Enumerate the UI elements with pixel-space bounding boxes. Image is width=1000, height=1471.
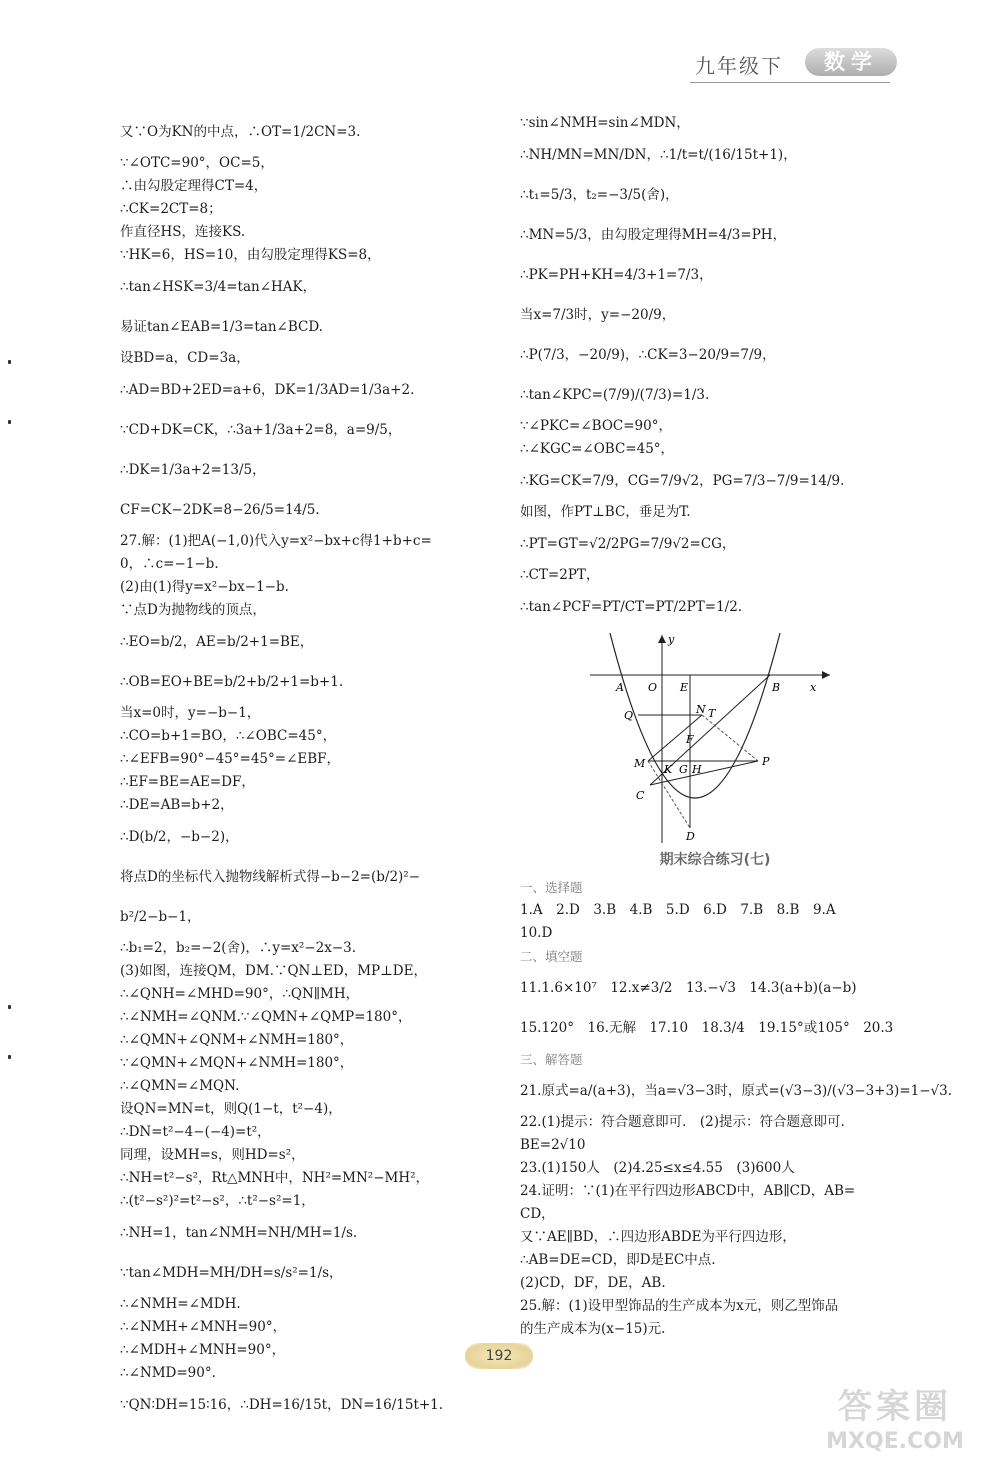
- text-line: b²/2−b−1，: [120, 909, 201, 925]
- solve-heading: 三、解答题: [520, 1052, 583, 1067]
- margin-mark: [8, 420, 11, 424]
- solution-line: 25.解：(1)设甲型饰品的生产成本为x元，则乙型饰品: [520, 1298, 839, 1314]
- text-line: ∴∠NMH=∠QNM.∵∠QMN+∠QMP=180°，: [120, 1009, 412, 1025]
- text-line: ∵∠PKC=∠BOC=90°，: [520, 418, 672, 434]
- text-line: ∴∠NMH=∠MDH.: [120, 1296, 241, 1312]
- text-line: ∴PT=GT=√2/2PG=7/9√2=CG，: [520, 536, 736, 552]
- choice-heading: 一、选择题: [520, 880, 583, 895]
- point-label-q: Q: [624, 709, 634, 722]
- text-line: 同理，设MH=s，则HD=s²，: [120, 1147, 305, 1163]
- text-line: ∴DK=1/3a+2=13/5，: [120, 462, 266, 478]
- text-line: ∴D(b/2，−b−2)，: [120, 829, 239, 845]
- solution-line: 的生产成本为(x−15)元.: [520, 1321, 666, 1337]
- text-line: ∴由勾股定理得CT=4，: [120, 178, 268, 194]
- text-line: CF=CK−2DK=8−26/5=14/5.: [120, 502, 320, 518]
- text-line: ∵sin∠NMH=sin∠MDN，: [520, 115, 690, 131]
- text-line: (3)如图，连接QM，DM.∵QN⊥ED，MP⊥DE，: [120, 963, 427, 979]
- point-label-t: T: [708, 707, 716, 720]
- text-line: 当x=7/3时，y=−20/9，: [520, 307, 676, 323]
- line-mn: [648, 715, 702, 761]
- solution-line: 21.原式=a/(a+3)，当a=√3−3时，原式=(√3−3)/(√3−3+3)=1−√3.: [520, 1083, 953, 1099]
- text-line: ∴b₁=2，b₂=−2(舍)，∴y=x²−2x−3.: [120, 940, 357, 956]
- text-line: 设QN=MN=t，则Q(1−t，t²−4)，: [120, 1101, 342, 1117]
- text-line: ∴∠KGC=∠OBC=45°，: [520, 441, 675, 457]
- watermark-logo: 答案圈: [838, 1387, 952, 1427]
- text-line: ∴OB=EO+BE=b/2+b/2+1=b+1.: [120, 674, 344, 690]
- text-line: 将点D的坐标代入抛物线解析式得−b−2=(b/2)²−: [120, 869, 421, 885]
- text-line: ∴PK=PH+KH=4/3+1=7/3，: [520, 267, 713, 283]
- text-line: ∴∠QNH=∠MHD=90°，∴QN∥MH，: [120, 986, 360, 1002]
- page-header: [650, 40, 910, 90]
- text-line: 如图，作PT⊥BC，垂足为T.: [520, 504, 691, 520]
- text-line: ∴∠EFB=90°−45°=45°=∠EBF，: [120, 751, 341, 767]
- text-line: 作直径HS，连接KS.: [120, 224, 246, 240]
- text-line: ∴tan∠HSK=3/4=tan∠HAK，: [120, 279, 317, 295]
- point-label-h: H: [692, 763, 702, 776]
- fill-answers: 15.120° 16.无解 17.10 18.3/4 19.15°或105° 20.3: [520, 1020, 894, 1036]
- text-line: ∴∠NMH+∠MNH=90°，: [120, 1319, 287, 1335]
- text-line: 当x=0时，y=−b−1，: [120, 705, 261, 721]
- fill-answers: 11.1.6×10⁷ 12.x≠3/2 13.−√3 14.3(a+b)(a−b): [520, 980, 857, 996]
- text-line: ∵HK=6，HS=10，由勾股定理得KS=8，: [120, 247, 381, 263]
- text-line: ∴NH/MN=MN/DN，∴1/t=t/(16/15t+1)，: [520, 147, 797, 163]
- x-axis-label: x: [810, 681, 817, 694]
- text-line: ∴NH=1，tan∠NMH=NH/MH=1/s.: [120, 1225, 358, 1241]
- text-line: (2)由(1)得y=x²−bx−1−b.: [120, 579, 289, 595]
- text-line: 又∵O为KN的中点，∴OT=1/2CN=3.: [120, 124, 361, 140]
- text-line: ∴DE=AB=b+2，: [120, 797, 234, 813]
- point-label-o: O: [648, 681, 658, 694]
- watermark-url: MXQE.COM: [826, 1429, 964, 1454]
- text-line: ∴MN=5/3，由勾股定理得MH=4/3=PH，: [520, 227, 787, 243]
- text-line: ∵∠QMN+∠MQN+∠NMH=180°，: [120, 1055, 354, 1071]
- margin-mark: [8, 1005, 11, 1009]
- text-line: ∴EO=b/2，AE=b/2+1=BE，: [120, 634, 314, 650]
- text-line: ∴CT=2PT，: [520, 567, 600, 583]
- text-line: 27.解：(1)把A(−1,0)代入y=x²−bx+c得1+b+c=: [120, 533, 432, 549]
- y-axis-label: y: [668, 633, 675, 646]
- point-label-k: K: [664, 763, 673, 776]
- solution-line: 23.(1)150人 (2)4.25≤x≤4.55 (3)600人: [520, 1160, 795, 1176]
- point-label-n: N: [696, 703, 706, 716]
- right-column: [520, 112, 953, 1341]
- line-np: [702, 715, 758, 761]
- point-label-b: B: [772, 681, 781, 694]
- text-line: ∴∠NMD=90°.: [120, 1365, 216, 1381]
- header-rule: [690, 82, 890, 83]
- x-axis-arrow-icon: [822, 671, 830, 679]
- point-label-m: M: [634, 757, 646, 770]
- solution-line: 24.证明：∵(1)在平行四边形ABCD中，AB∥CD，AB=: [520, 1183, 856, 1199]
- text-line: 设BD=a，CD=3a，: [120, 350, 250, 366]
- text-line: ∴KG=CK=7/9，CG=7/9√2，PG=7/3−7/9=14/9.: [520, 473, 845, 489]
- text-line: ∴DN=t²−4−(−4)=t²，: [120, 1124, 271, 1140]
- text-line: ∴CK=2CT=8；: [120, 201, 222, 217]
- text-line: ∴AD=BD+2ED=a+6，DK=1/3AD=1/3a+2.: [120, 382, 415, 398]
- subject-badge: 数学: [805, 48, 897, 76]
- text-line: ∴∠QMN=∠MQN.: [120, 1078, 240, 1094]
- solution-line: BE=2√10: [520, 1137, 586, 1153]
- page-number: 192: [465, 1343, 533, 1369]
- text-line: ∴tan∠PCF=PT/CT=PT/2PT=1/2.: [520, 599, 743, 615]
- point-label-a: A: [616, 681, 624, 694]
- point-label-d: D: [686, 830, 695, 843]
- text-line: ∴(t²−s²)²=t²−s²，∴t²−s²=1，: [120, 1193, 315, 1209]
- solution-line: 22.(1)提示：符合题意即可. (2)提示：符合题意即可.: [520, 1114, 845, 1130]
- text-line: ∴tan∠KPC=(7/9)/(7/3)=1/3.: [520, 387, 710, 403]
- text-line: ∴CO=b+1=BO，∴∠OBC=45°，: [120, 728, 337, 744]
- solution-line: 又∵AE∥BD，∴四边形ABDE为平行四边形，: [520, 1229, 796, 1245]
- point-label-p: P: [762, 755, 770, 768]
- point-label-g: G: [679, 763, 688, 776]
- text-line: ∴NH=t²−s²，Rt△MNH中，NH²=MN²−MH²，: [120, 1170, 430, 1186]
- text-line: ∴∠MDH+∠MNH=90°，: [120, 1342, 286, 1358]
- choice-answers: 10.D: [520, 925, 553, 941]
- solution-line: (2)CD，DF，DE，AB.: [520, 1275, 666, 1291]
- text-line: ∵∠OTC=90°，OC=5，: [120, 155, 274, 171]
- point-label-c: C: [636, 789, 645, 802]
- point-label-e: E: [680, 681, 689, 694]
- grade-label: 九年级下: [695, 54, 783, 78]
- text-line: 易证tan∠EAB=1/3=tan∠BCD.: [120, 319, 323, 335]
- solution-line: ∴AB=DE=CD，即D是EC中点.: [520, 1252, 716, 1268]
- watermark: [800, 1385, 990, 1465]
- text-line: ∴EF=BE=AE=DF，: [120, 774, 255, 790]
- text-line: ∴t₁=5/3，t₂=−3/5(舍)，: [520, 187, 679, 203]
- text-line: ∴P(7/3，−20/9)，∴CK=3−20/9=7/9，: [520, 347, 776, 363]
- left-column: [120, 112, 485, 1425]
- text-line: 0，∴c=−1−b.: [120, 556, 219, 572]
- text-line: ∵点D为抛物线的顶点，: [120, 602, 266, 618]
- parabola-figure: [590, 633, 840, 843]
- text-line: ∵QN∶DH=15∶16，∴DH=16/15t，DN=16/15t+1.: [120, 1397, 444, 1413]
- margin-mark: [8, 1055, 11, 1059]
- text-line: ∴∠QMN+∠QNM+∠NMH=180°，: [120, 1032, 354, 1048]
- margin-mark: [8, 360, 11, 364]
- section-title: 期末综合练习(七): [659, 852, 771, 868]
- y-axis-arrow-icon: [658, 635, 666, 643]
- text-line: ∵CD+DK=CK，∴3a+1/3a+2=8，a=9/5，: [120, 422, 402, 438]
- fill-heading: 二、填空题: [520, 949, 583, 964]
- choice-answers: 1.A 2.D 3.B 4.B 5.D 6.D 7.B 8.B 9.A: [520, 902, 836, 918]
- text-line: ∵tan∠MDH=MH/DH=s/s²=1/s，: [120, 1265, 343, 1281]
- point-label-f: F: [686, 733, 694, 746]
- solution-line: CD，: [520, 1206, 555, 1222]
